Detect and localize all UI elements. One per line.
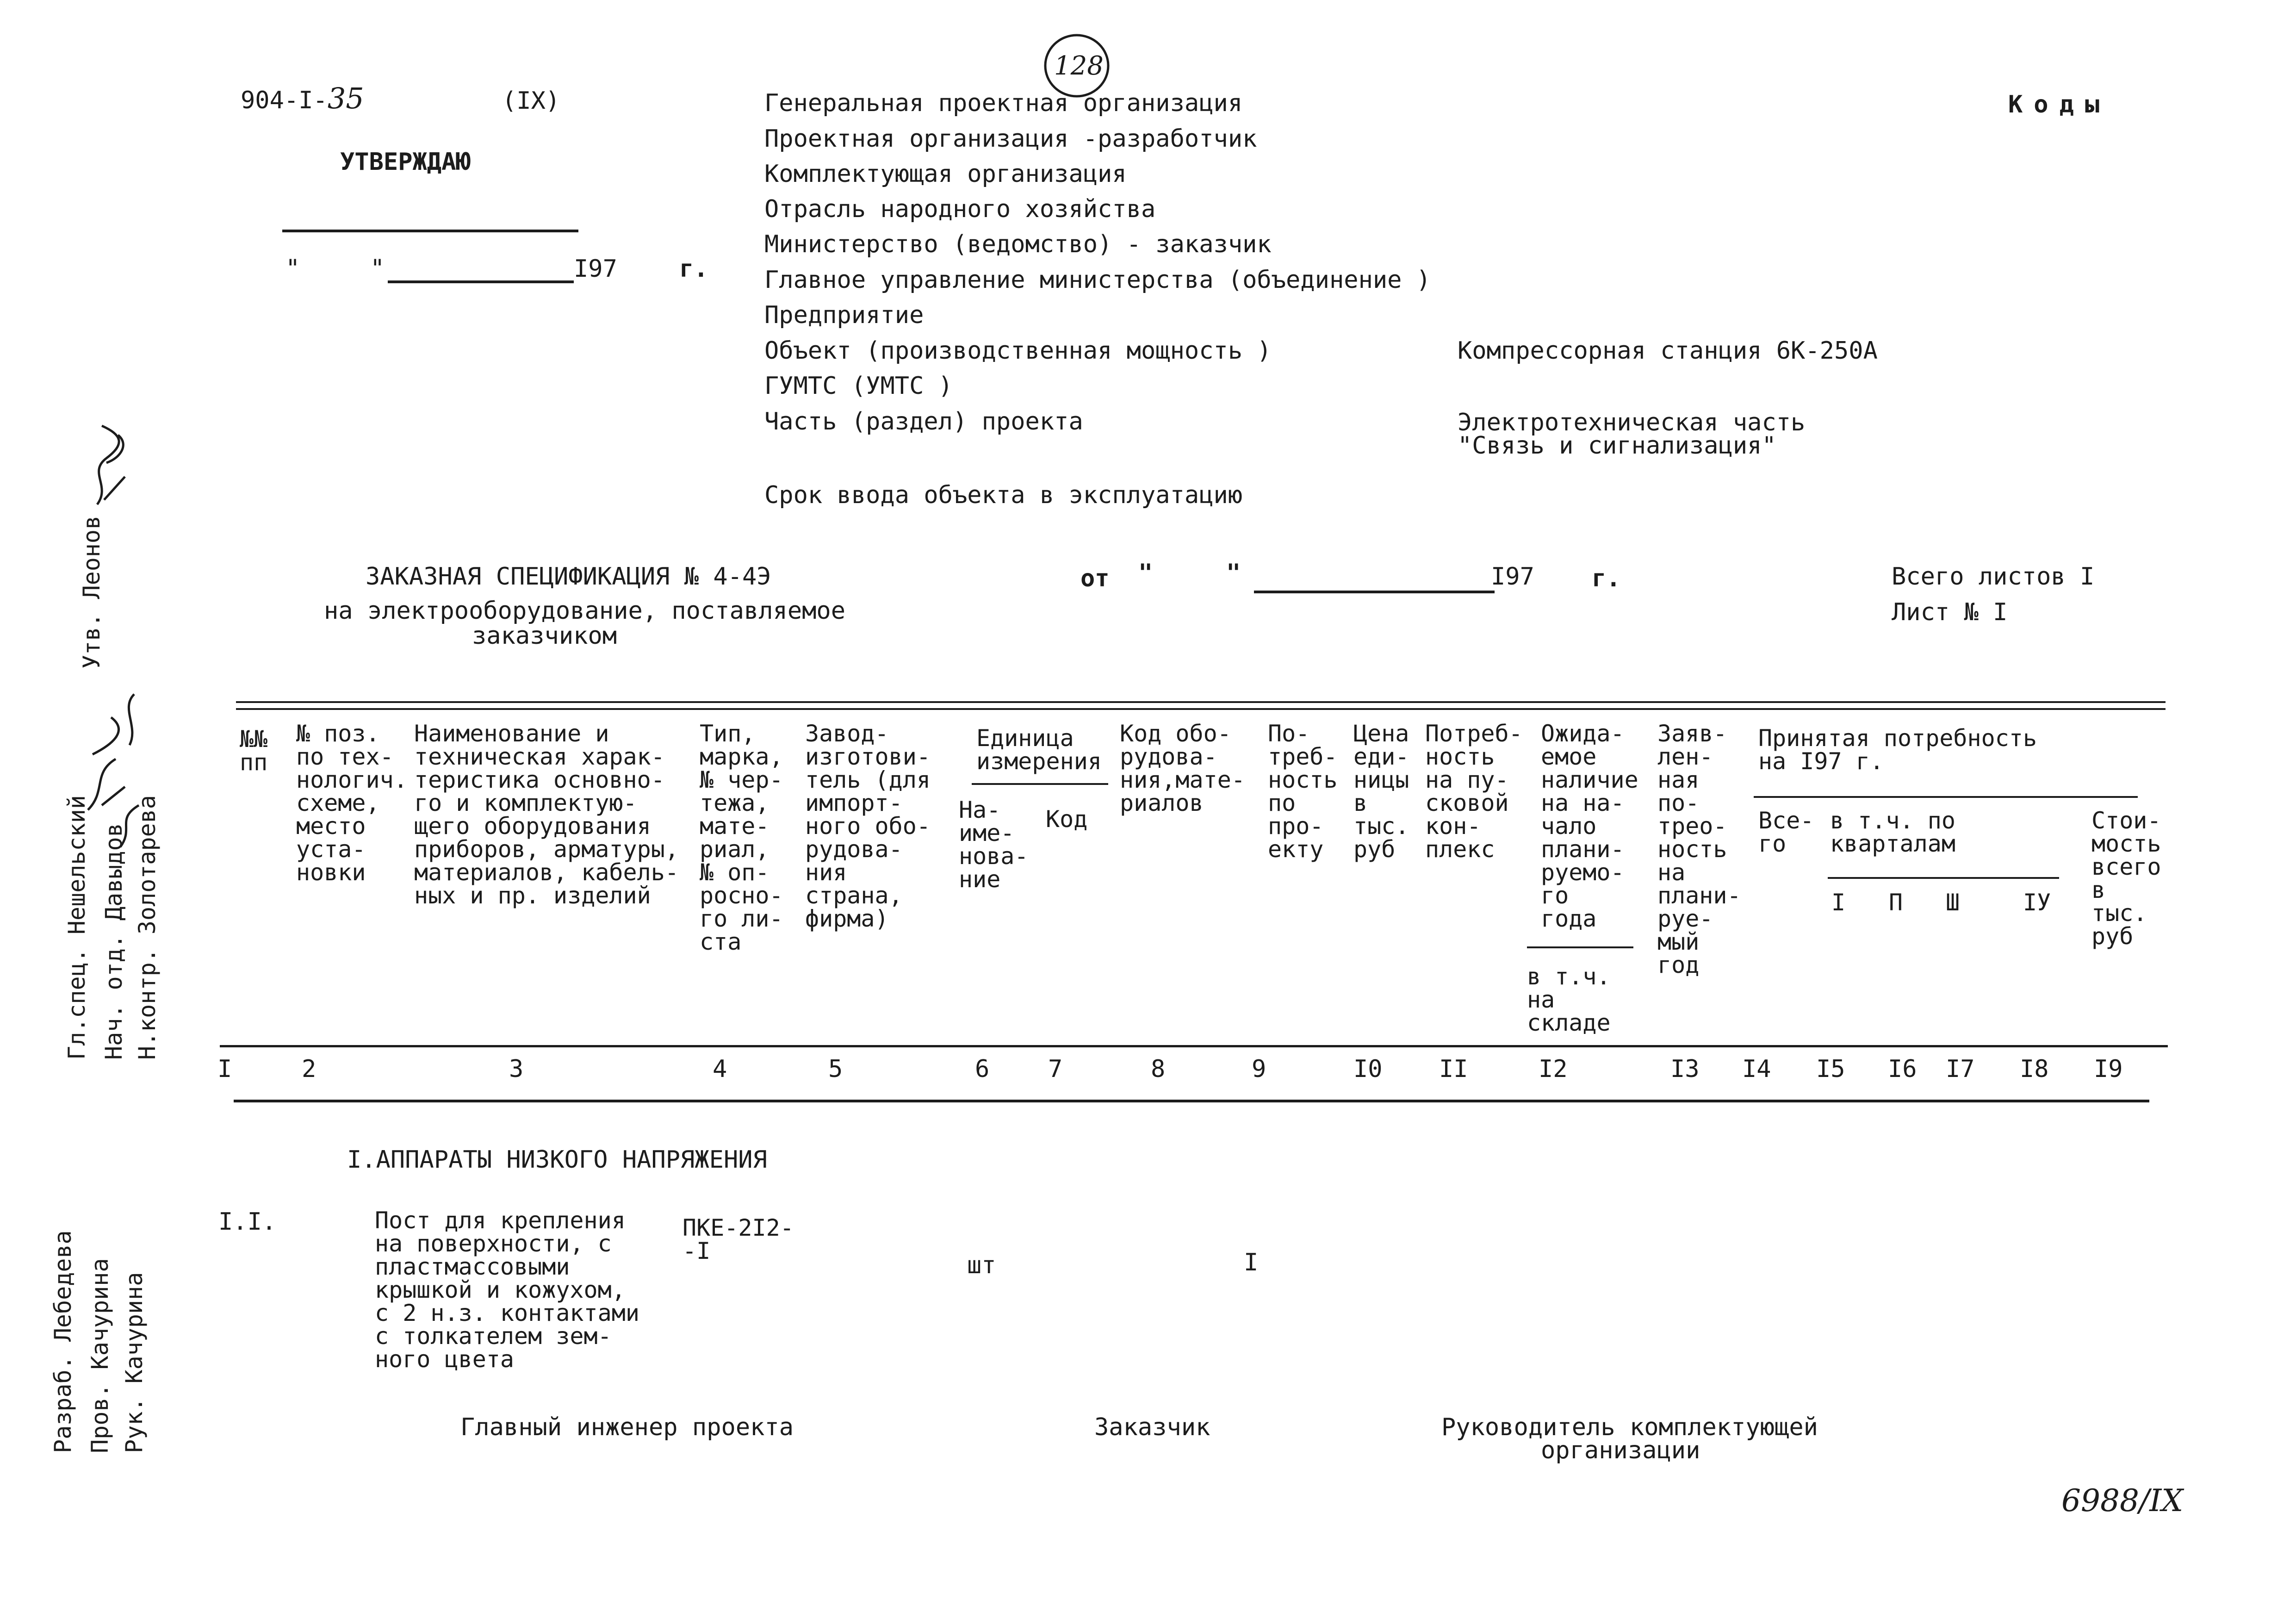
column-number: I9 [2094,1055,2123,1083]
spec-from-g: г. [1592,565,1621,592]
spec-subtitle-line1: на электрооборудование, поставляемое [324,597,846,625]
accepted-need-line [1754,796,2138,798]
org-line: Часть (раздел) проекта [764,408,1083,436]
org-line: Проектная организация -разработчик [764,125,1257,153]
signature-department-head: Нач. отд. Давыдов [100,823,127,1060]
row-item-type: ПКЕ-2I2- -I [683,1214,794,1264]
column-number: 9 [1252,1055,1266,1083]
spec-from-quote-close: " [1226,559,1241,587]
part-value-line2: "Связь и сигнализация" [1458,432,1776,460]
col-12-sub-line [1527,946,1633,948]
table-top-line [236,708,2166,710]
object-value: Компрессорная станция 6К-250А [1458,337,1878,365]
approve-year: I97 [574,255,617,283]
handwritten-signatures-icon [74,690,148,865]
column-number: 4 [713,1055,727,1083]
col-14-header: Все- го [1758,807,1814,857]
unit-group-header: Единица измерения [976,725,1102,775]
commissioning-deadline: Срок ввода объекта в эксплуатацию [764,481,1243,509]
approve-quote-close: " [370,255,385,282]
org-line: ГУМТС (УМТС ) [764,372,953,400]
handwritten-signature-icon [79,407,134,514]
footer-head-line1: Руководитель комплектующей [1441,1413,1818,1441]
column-number: I [217,1055,232,1083]
spec-from-label: от [1080,565,1110,592]
signature-developer: Разраб. Лебедева [50,1230,76,1453]
table-header-bottom-line [220,1045,2168,1047]
unit-group-line [972,783,1108,785]
column-number: I2 [1539,1055,1568,1083]
signature-head: Рук. Качурина [121,1272,148,1453]
org-line: Министерство (ведомство) - заказчик [764,230,1272,258]
spec-date-line [1254,591,1495,593]
column-number: II [1439,1055,1468,1083]
section-title: I.АППАРАТЫ НИЗКОГО НАПРЯЖЕНИЯ [347,1146,767,1174]
column-number: I5 [1816,1055,1845,1083]
approve-title: УТВЕРЖДАЮ [340,148,471,176]
quarters-header: в т.ч. по кварталам [1830,807,1955,857]
col-16-header: П [1889,889,1903,916]
footer-customer: Заказчик [1094,1413,1210,1441]
row-unit: шт [967,1251,996,1279]
col-9-header: По- треб- ность по про- екту [1268,720,1338,863]
column-numbers-bottom-line [234,1100,2149,1102]
org-line: Комплектующая организация [764,160,1127,188]
row-number: I.I. [218,1208,277,1236]
column-number: 5 [828,1055,843,1083]
signature-norm-control: Н.контр. Золотарева [134,795,161,1060]
column-number: I8 [2020,1055,2049,1083]
column-number: 8 [1151,1055,1166,1083]
col-5-header: Завод- изготови- тель (для импорт- ного обо- рудова- ния страна, фирма) [805,720,931,932]
org-line: Генеральная проектная организация [764,89,1243,117]
column-number: I4 [1742,1055,1771,1083]
col-10-header: Цена еди- ницы в тыс. руб [1353,720,1409,863]
spec-from-quote-open: " [1138,559,1153,587]
col-1-header: №№ пп [240,726,268,776]
codes-label: Коды [2008,91,2111,118]
org-line: Предприятие [764,301,924,329]
col-4-header: Тип, марка, № чер- тежа, мате- риал, № оп- росно- го ли- ста [700,720,783,955]
archive-number: 6988/IX [2061,1483,2184,1518]
page-mark: 128 [1054,51,1104,81]
footer-head-line2: организации [1541,1437,1700,1464]
row-item-name: Пост для крепления на поверхности, с пластмассовыми крышкой и кожухом, с 2 н.з. контактами с толкателем зем- ного цвета [375,1207,639,1373]
column-number: 3 [509,1055,524,1083]
signature-approved: Утв. Леонов [78,515,105,669]
col-11-header: Потреб- ность на пу- сковой кон- плекс [1425,720,1523,863]
col-13-header: Заяв- лен- ная по- трео- ность на плани- руе- мый год [1657,720,1741,978]
sheet-number: Лист № I [1892,598,2008,626]
part-value-line1: Электротехническая часть [1458,409,1806,436]
total-sheets: Всего листов I [1892,563,2095,591]
row-quantity: I [1244,1249,1259,1276]
column-number: 6 [975,1055,990,1083]
column-number: I6 [1888,1055,1917,1083]
col-12-sub-header: в т.ч. на складе [1527,963,1611,1036]
col-6-header: На- име- нова- ние [959,796,1029,893]
signature-checker: Пров. Качурина [87,1258,113,1453]
spec-from-year: I97 [1491,563,1534,591]
document-code-handwritten: 35 [327,81,364,115]
signature-chief-specialist: Гл.спец. Нешельский [63,795,90,1060]
column-number: 7 [1048,1055,1063,1083]
table-top-line [236,701,2166,703]
approve-date-line [388,280,574,283]
accepted-need-header: Принятая потребность на I97 г. [1758,725,2037,775]
org-line: Отрасль народного хозяйства [764,195,1156,223]
approve-quote-open: " [285,255,300,282]
approve-g: г. [679,255,708,283]
approve-signature-line [282,230,578,232]
document-part: (IX) [502,87,560,115]
column-number: 2 [302,1055,316,1083]
org-line: Объект (производственная мощность ) [764,337,1272,365]
col-3-header: Наименование и техническая харак- теристика основно- го и комплектую- щего оборудования приборов, арматуры, материалов, кабель- ных и пр. изделий [414,720,679,909]
document-code: 904-I-35 [241,81,364,115]
column-number: I7 [1946,1055,1975,1083]
col-8-header: Код обо- рудова- ния,мате- риалов [1120,720,1245,816]
footer-chief-engineer: Главный инженер проекта [460,1413,794,1441]
spec-subtitle-line2: заказчиком [472,622,617,650]
col-15-header: I [1831,889,1846,916]
col-7-header: Код [1046,806,1088,833]
quarters-line [1828,877,2059,879]
column-number: I0 [1353,1055,1383,1083]
col-2-header: № поз. по тех- нологич. схеме, место уста- новки [296,720,408,886]
col-19-header: Стои- мость всего в тыс. руб [2091,807,2161,950]
col-17-header: Ш [1946,889,1960,916]
column-number: I3 [1670,1055,1700,1083]
spec-title: ЗАКАЗНАЯ СПЕЦИФИКАЦИЯ № 4-4Э [366,563,771,591]
col-12-header: Ожида- емое наличие на на- чало плани- руемо- го года [1541,720,1638,932]
org-line: Главное управление министерства (объединение ) [764,266,1431,294]
col-18-header: IУ [2023,889,2051,916]
